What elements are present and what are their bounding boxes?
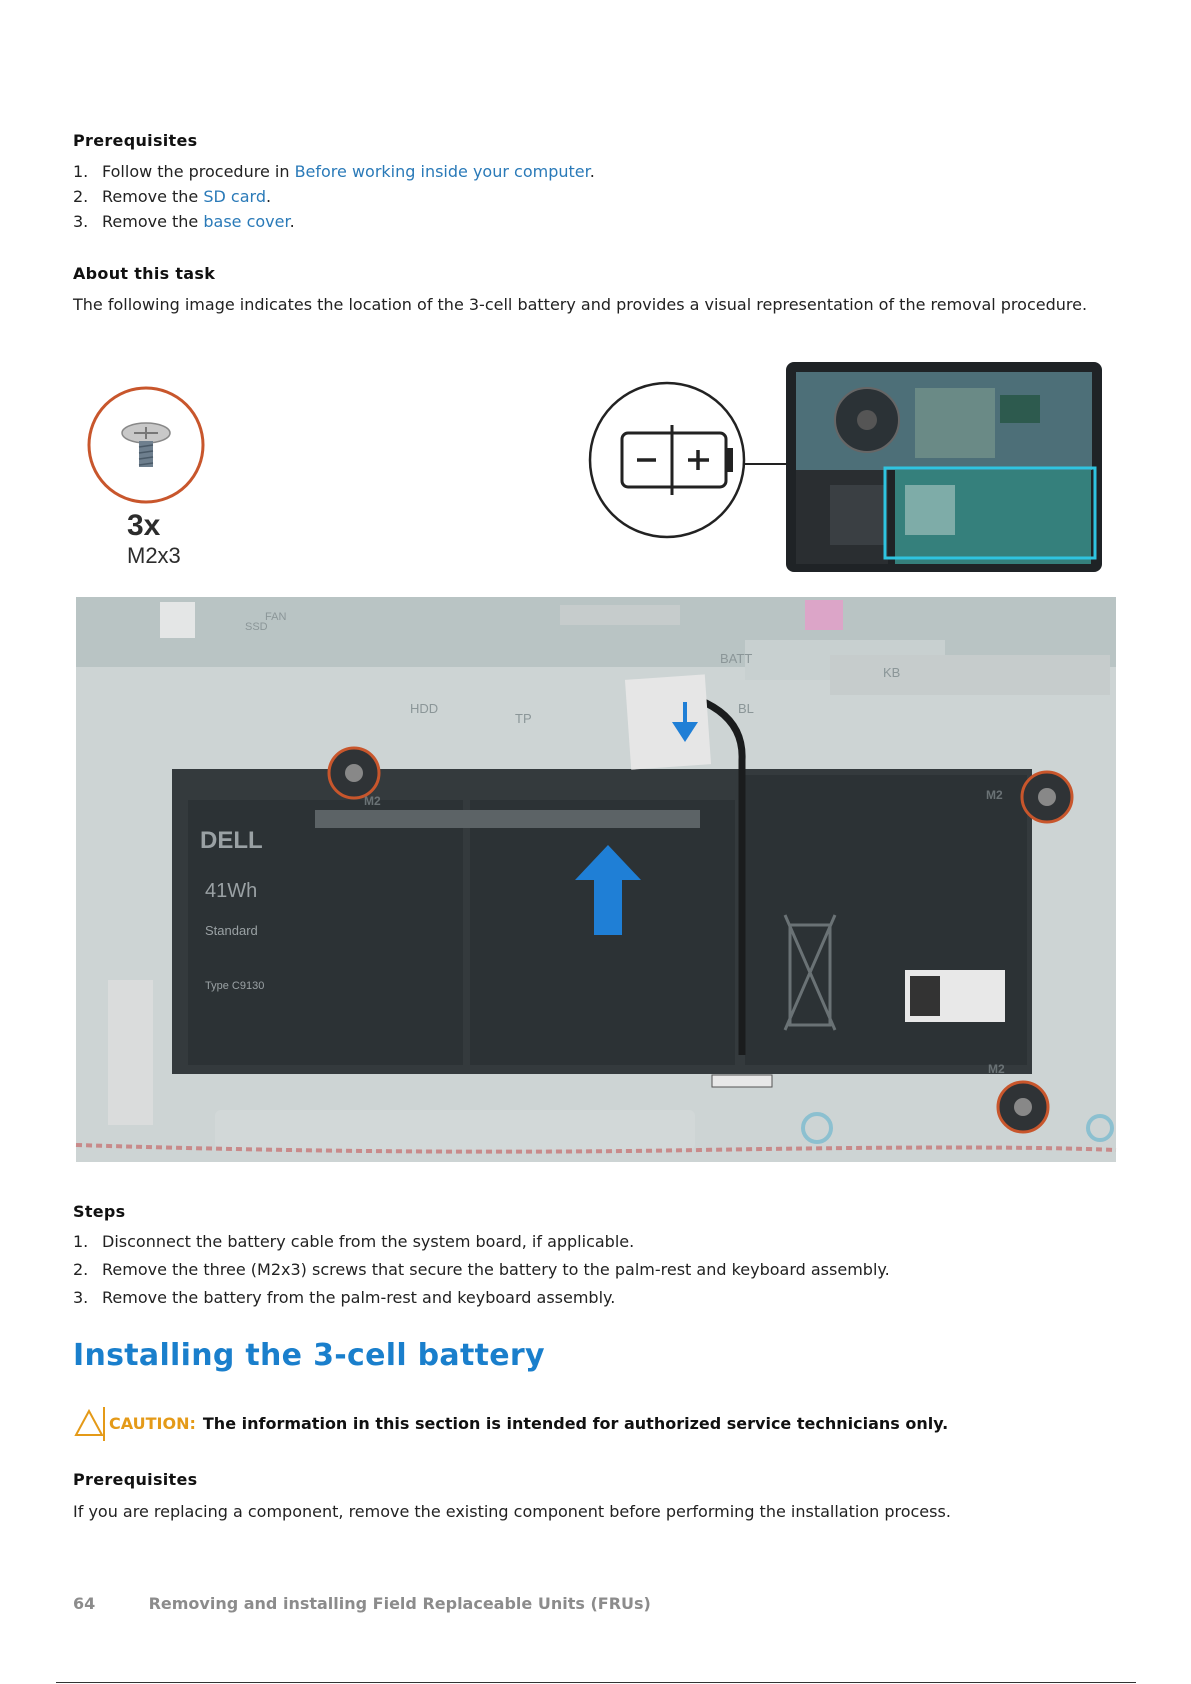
screw-count: 3x xyxy=(127,509,161,542)
warning-triangle-icon xyxy=(73,1405,109,1441)
board-label: BATT xyxy=(720,651,753,666)
screw-label: M2 xyxy=(986,788,1003,802)
step-text: Remove the battery from the palm-rest and keyboard assembly. xyxy=(102,1288,616,1307)
list-item: 2. Remove the SD card. xyxy=(73,184,595,209)
prerequisites-heading: Prerequisites xyxy=(73,131,198,150)
footer-rule xyxy=(56,1682,1136,1683)
screw-label: M2 xyxy=(988,1062,1005,1076)
base-cover-link[interactable]: base cover xyxy=(203,212,290,231)
step-text: Remove the three (M2x3) screws that secure the battery to the palm-rest and keyboard assembly. xyxy=(102,1260,890,1279)
about-text: The following image indicates the location of the 3-cell battery and provides a visual representation of the removal procedure. xyxy=(73,295,1088,314)
page-number: 64 xyxy=(73,1594,96,1613)
list-item: 2. Remove the three (M2x3) screws that secure the battery to the palm-rest and keyboard assembly. xyxy=(73,1260,890,1279)
about-heading: About this task xyxy=(73,264,216,283)
board-label: SSD xyxy=(245,621,268,633)
steps-list xyxy=(73,1229,890,1313)
battery-capacity: 41Wh xyxy=(205,880,258,902)
before-working-link[interactable]: Before working inside your computer xyxy=(294,162,590,181)
page-footer xyxy=(73,1594,651,1613)
list-item: 3. Remove the battery from the palm-rest and keyboard assembly. xyxy=(73,1288,616,1307)
caution-label: CAUTION: xyxy=(109,1413,196,1433)
battery-brand: DELL xyxy=(200,827,263,854)
board-label: HDD xyxy=(410,701,439,716)
sd-card-link[interactable]: SD card xyxy=(203,187,266,206)
section-title: Installing the 3-cell battery xyxy=(73,1338,545,1373)
screw-type: M2x3 xyxy=(127,543,181,568)
battery-type: Type C9130 xyxy=(205,980,265,992)
battery-standard: Standard xyxy=(205,923,258,938)
list-number: 2. xyxy=(73,187,89,206)
step-text: Disconnect the battery cable from the system board, if applicable. xyxy=(102,1232,635,1251)
board-label: TP xyxy=(515,711,532,726)
board-label: KB xyxy=(883,665,901,680)
list-number: 3. xyxy=(73,212,89,231)
caution-note xyxy=(73,1405,948,1441)
screw-callout xyxy=(89,388,203,502)
list-item: 1. Follow the procedure in Before working inside your computer. xyxy=(73,159,595,184)
list-number: 1. xyxy=(73,162,89,181)
screw-label: M2 xyxy=(364,794,381,808)
list-item: 3. Remove the base cover. xyxy=(73,209,595,234)
laptop-overview xyxy=(786,362,1102,572)
battery-photo xyxy=(76,597,1116,1162)
board-label: BL xyxy=(738,701,754,716)
install-prerequisites-text: If you are replacing a component, remove the existing component before performing the installation process. xyxy=(73,1502,951,1521)
chapter-title: Removing and installing Field Replaceable Units (FRUs) xyxy=(148,1594,651,1613)
install-prerequisites-heading: Prerequisites xyxy=(73,1470,198,1489)
list-item: 1. Disconnect the battery cable from the system board, if applicable. xyxy=(73,1232,635,1251)
board-label: FAN xyxy=(265,611,287,623)
steps-heading: Steps xyxy=(73,1202,126,1221)
caution-text: The information in this section is intended for authorized service technicians only. xyxy=(202,1413,949,1433)
